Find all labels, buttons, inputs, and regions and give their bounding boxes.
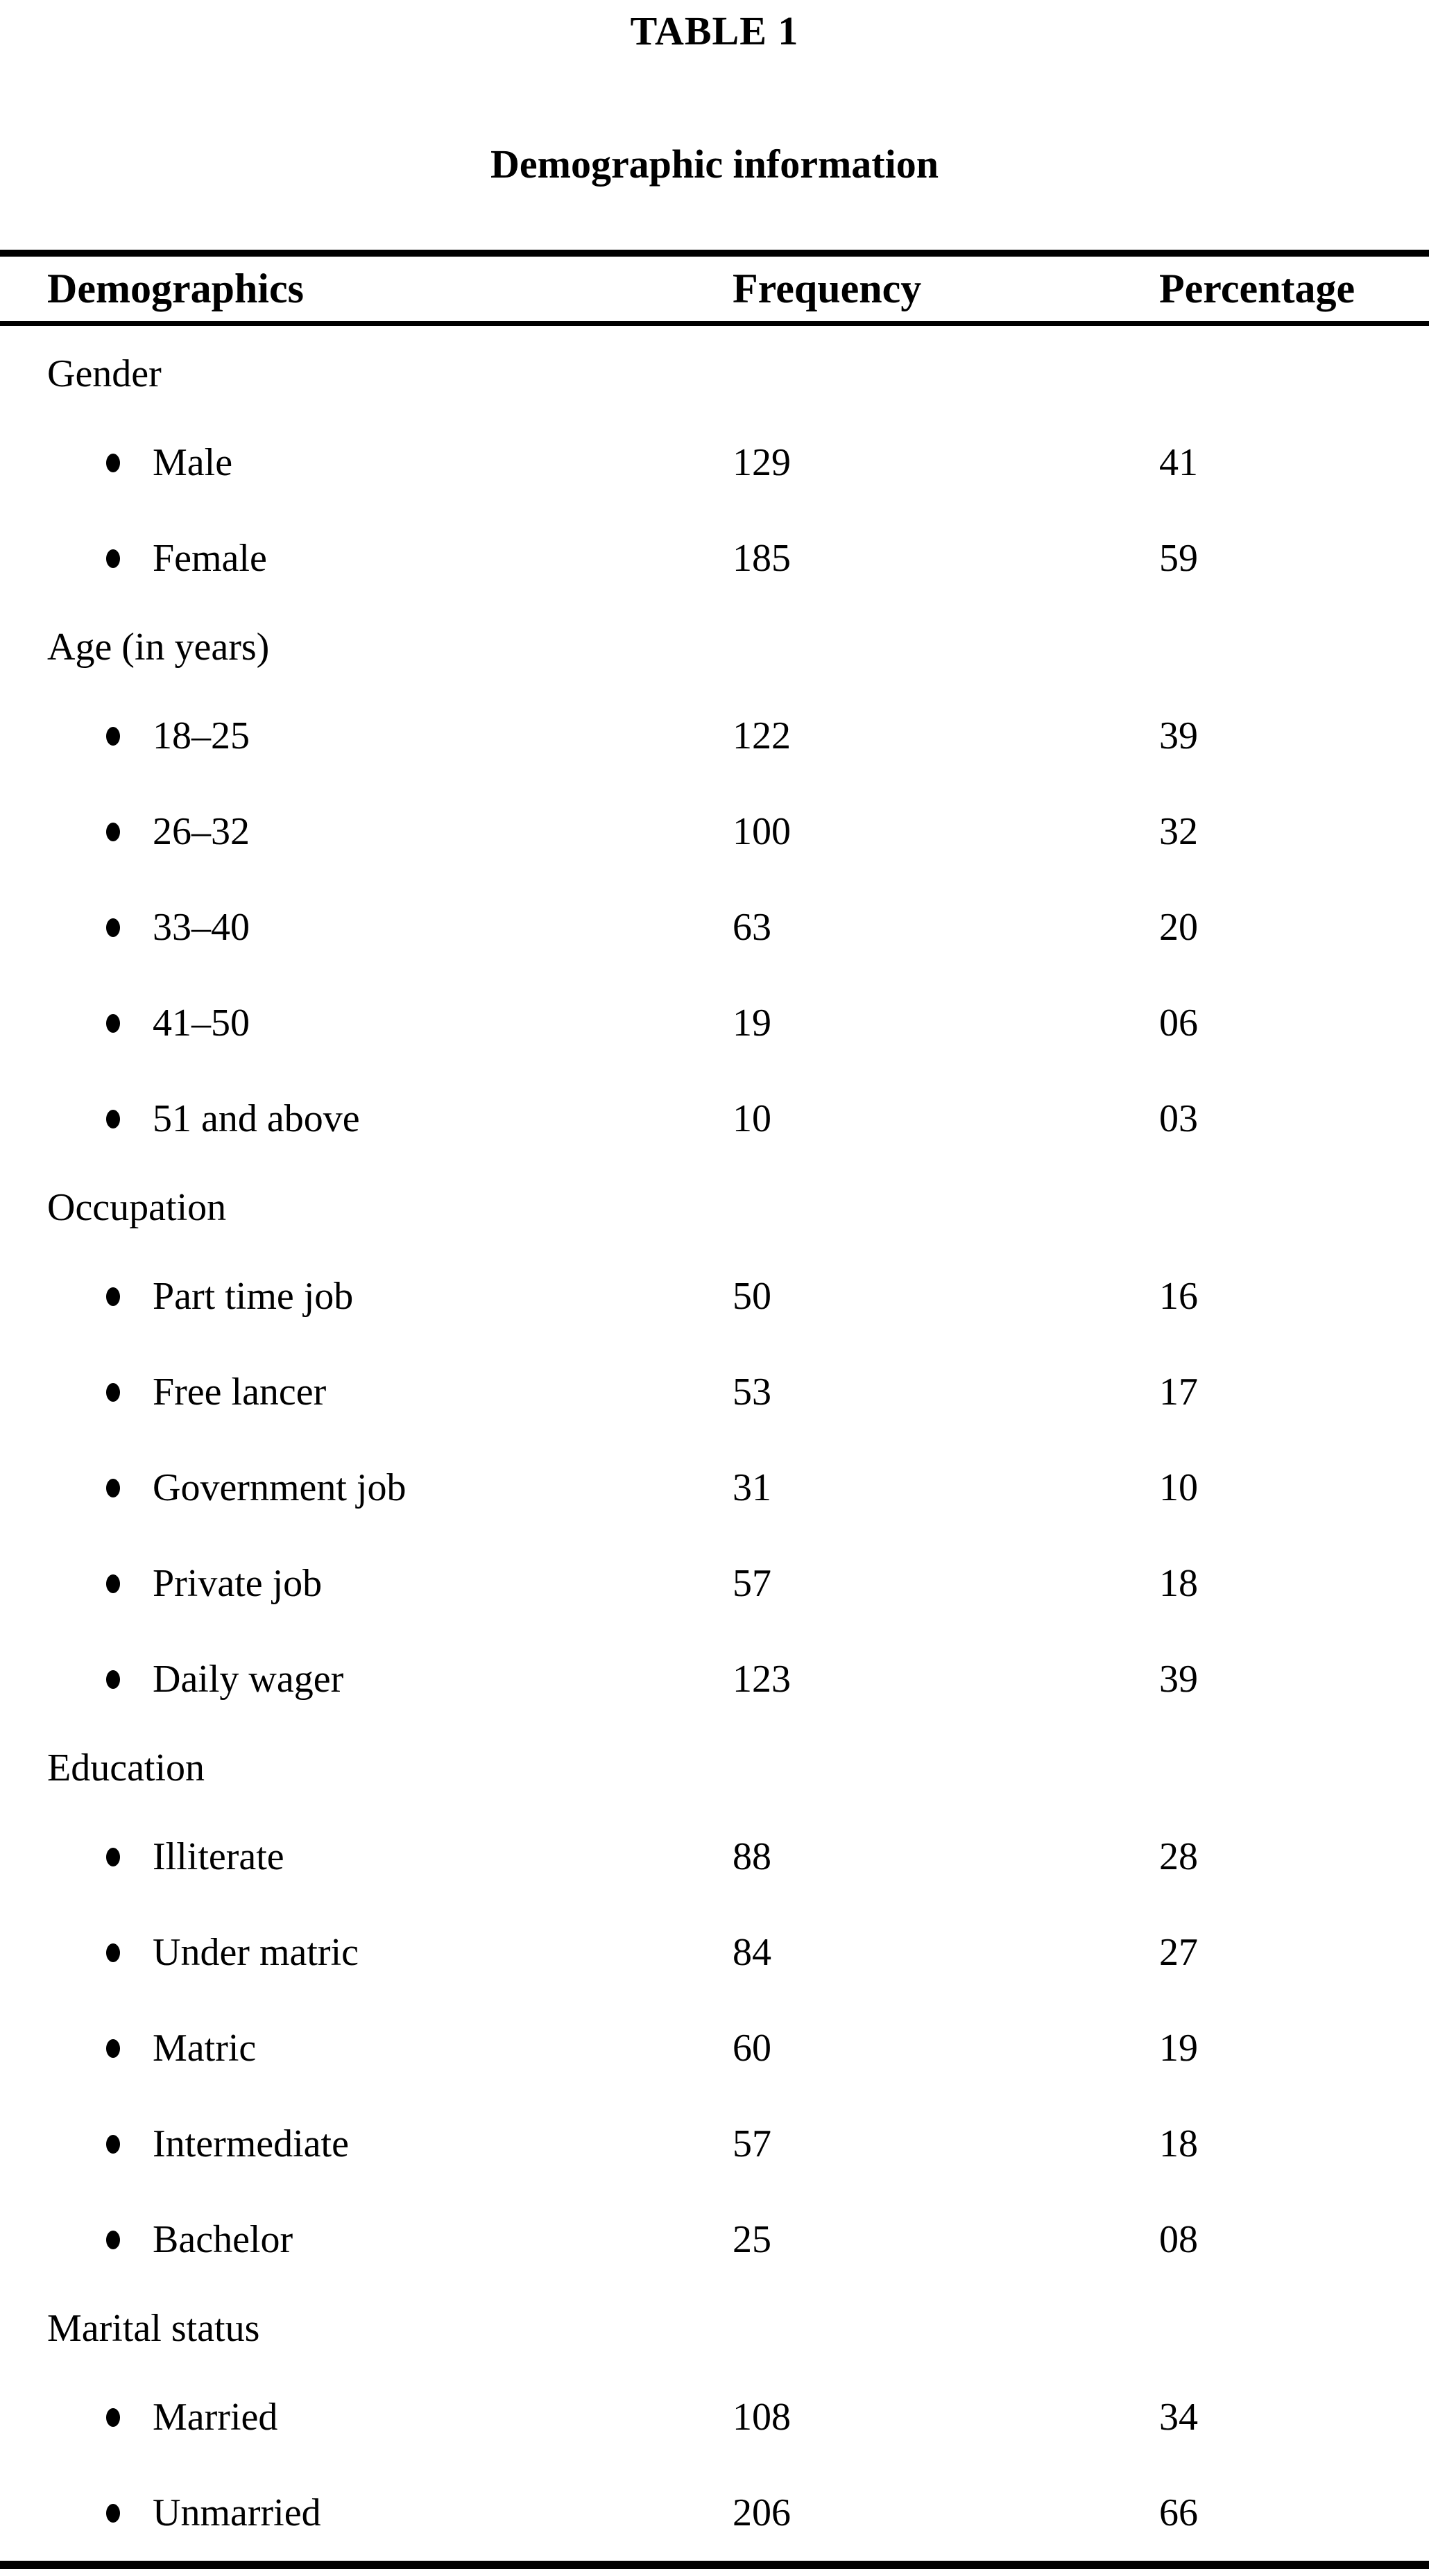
frequency-value: 60 xyxy=(733,2027,771,2070)
row-label-cell xyxy=(0,440,728,485)
table-bottom-rule xyxy=(0,2561,1429,2569)
section-header-row xyxy=(0,606,1429,688)
row-label-cell xyxy=(0,1561,728,1606)
table-number-title: TABLE 1 xyxy=(630,8,799,53)
row-label-cell xyxy=(0,1274,728,1319)
table-body xyxy=(0,326,1429,2561)
row-label: 18–25 xyxy=(153,714,250,757)
bullet-icon xyxy=(106,727,120,746)
bullet-icon xyxy=(106,1014,120,1033)
row-label-cell xyxy=(0,1370,728,1414)
table-row xyxy=(0,415,1429,510)
column-header-percentage: Percentage xyxy=(1159,266,1355,311)
bullet-icon xyxy=(106,1943,120,1962)
table-row xyxy=(0,688,1429,784)
percentage-value: 28 xyxy=(1159,1835,1198,1878)
row-label-cell xyxy=(0,1835,728,1879)
percentage-value: 08 xyxy=(1159,2218,1198,2261)
table-row xyxy=(0,1536,1429,1631)
row-label-cell xyxy=(0,905,728,950)
table-row xyxy=(0,1440,1429,1536)
percentage-value: 19 xyxy=(1159,2027,1198,2070)
percentage-value: 16 xyxy=(1159,1275,1198,1318)
frequency-value: 129 xyxy=(733,441,791,484)
row-label: 33–40 xyxy=(153,906,250,949)
column-header-demographics: Demographics xyxy=(47,266,304,311)
percentage-value: 03 xyxy=(1159,1097,1198,1140)
table-top-rule xyxy=(0,250,1429,257)
bullet-icon xyxy=(106,1110,120,1128)
frequency-value: 10 xyxy=(733,1097,771,1140)
row-label-cell xyxy=(0,1466,728,1510)
row-label: Matric xyxy=(153,2027,257,2070)
row-label: Part time job xyxy=(153,1275,354,1318)
percentage-value: 59 xyxy=(1159,537,1198,580)
frequency-value: 53 xyxy=(733,1371,771,1414)
table-header-row xyxy=(0,257,1429,321)
percentage-value: 39 xyxy=(1159,714,1198,757)
table-header-rule xyxy=(0,321,1429,326)
frequency-value: 25 xyxy=(733,2218,771,2261)
percentage-value: 41 xyxy=(1159,441,1198,484)
bullet-icon xyxy=(106,1383,120,1402)
bullet-icon xyxy=(106,1670,120,1689)
row-label: Illiterate xyxy=(153,1835,284,1878)
row-label: Unmarried xyxy=(153,2491,321,2534)
percentage-value: 39 xyxy=(1159,1658,1198,1701)
percentage-value: 18 xyxy=(1159,2122,1198,2165)
table-row xyxy=(0,879,1429,975)
table-row xyxy=(0,1905,1429,2000)
row-label-cell xyxy=(0,714,728,758)
section-label: Occupation xyxy=(47,1186,227,1229)
section-label: Age (in years) xyxy=(47,626,270,669)
percentage-value: 06 xyxy=(1159,1002,1198,1045)
bullet-icon xyxy=(106,454,120,472)
bullet-icon xyxy=(106,1287,120,1306)
row-label-cell xyxy=(0,2395,728,2439)
bullet-icon xyxy=(106,1479,120,1497)
frequency-value: 100 xyxy=(733,810,791,853)
section-label: Education xyxy=(47,1746,205,1789)
row-label-cell xyxy=(0,2491,728,2535)
row-label: Daily wager xyxy=(153,1658,344,1701)
column-header-frequency: Frequency xyxy=(733,266,922,311)
section-label: Gender xyxy=(47,352,162,395)
row-label: Under matric xyxy=(153,1931,359,1974)
table-row xyxy=(0,510,1429,606)
frequency-value: 122 xyxy=(733,714,791,757)
table-row xyxy=(0,975,1429,1071)
section-header-row xyxy=(0,2287,1429,2369)
percentage-value: 27 xyxy=(1159,1931,1198,1974)
row-label: Bachelor xyxy=(153,2218,293,2261)
row-label-cell xyxy=(0,809,728,854)
row-label-cell xyxy=(0,1657,728,1701)
bullet-icon xyxy=(106,2504,120,2523)
table-row xyxy=(0,2192,1429,2287)
row-label: 51 and above xyxy=(153,1097,360,1140)
section-label: Marital status xyxy=(47,2307,260,2350)
table-subtitle: Demographic information xyxy=(490,141,939,187)
table-row xyxy=(0,2096,1429,2192)
table-row xyxy=(0,1344,1429,1440)
table-row xyxy=(0,2000,1429,2096)
percentage-value: 18 xyxy=(1159,1562,1198,1605)
bullet-icon xyxy=(106,918,120,937)
row-label-cell xyxy=(0,2122,728,2166)
table-row xyxy=(0,1248,1429,1344)
row-label: Male xyxy=(153,441,233,484)
row-label-cell xyxy=(0,2026,728,2070)
bullet-icon xyxy=(106,823,120,841)
row-label-cell xyxy=(0,1001,728,1045)
bullet-icon xyxy=(106,1848,120,1866)
row-label: Government job xyxy=(153,1466,407,1509)
bullet-icon xyxy=(106,2039,120,2058)
frequency-value: 108 xyxy=(733,2396,791,2439)
table-row xyxy=(0,1809,1429,1905)
row-label: 26–32 xyxy=(153,810,250,853)
percentage-value: 32 xyxy=(1159,810,1198,853)
frequency-value: 63 xyxy=(733,906,771,949)
bullet-icon xyxy=(106,2135,120,2154)
percentage-value: 17 xyxy=(1159,1371,1198,1414)
frequency-value: 57 xyxy=(733,1562,771,1605)
bullet-icon xyxy=(106,2408,120,2427)
row-label: Private job xyxy=(153,1562,323,1605)
percentage-value: 66 xyxy=(1159,2491,1198,2534)
frequency-value: 19 xyxy=(733,1002,771,1045)
table-row xyxy=(0,2369,1429,2465)
row-label-cell xyxy=(0,1097,728,1141)
frequency-value: 57 xyxy=(733,2122,771,2165)
percentage-value: 20 xyxy=(1159,906,1198,949)
percentage-value: 10 xyxy=(1159,1466,1198,1509)
section-header-row xyxy=(0,333,1429,415)
bullet-icon xyxy=(106,549,120,568)
section-header-row xyxy=(0,1167,1429,1248)
table-row xyxy=(0,2465,1429,2561)
frequency-value: 123 xyxy=(733,1658,791,1701)
table-row xyxy=(0,1071,1429,1167)
percentage-value: 34 xyxy=(1159,2396,1198,2439)
frequency-value: 88 xyxy=(733,1835,771,1878)
frequency-value: 185 xyxy=(733,537,791,580)
row-label: Female xyxy=(153,537,267,580)
section-header-row xyxy=(0,1727,1429,1809)
bullet-icon xyxy=(106,2231,120,2249)
table-row xyxy=(0,1631,1429,1727)
row-label: 41–50 xyxy=(153,1002,250,1045)
table-row xyxy=(0,784,1429,879)
row-label-cell xyxy=(0,1930,728,1975)
frequency-value: 31 xyxy=(733,1466,771,1509)
row-label: Intermediate xyxy=(153,2122,349,2165)
frequency-value: 84 xyxy=(733,1931,771,1974)
row-label-cell xyxy=(0,2217,728,2262)
frequency-value: 50 xyxy=(733,1275,771,1318)
row-label-cell xyxy=(0,536,728,581)
row-label: Free lancer xyxy=(153,1371,327,1414)
bullet-icon xyxy=(106,1574,120,1593)
frequency-value: 206 xyxy=(733,2491,791,2534)
row-label: Married xyxy=(153,2396,278,2439)
